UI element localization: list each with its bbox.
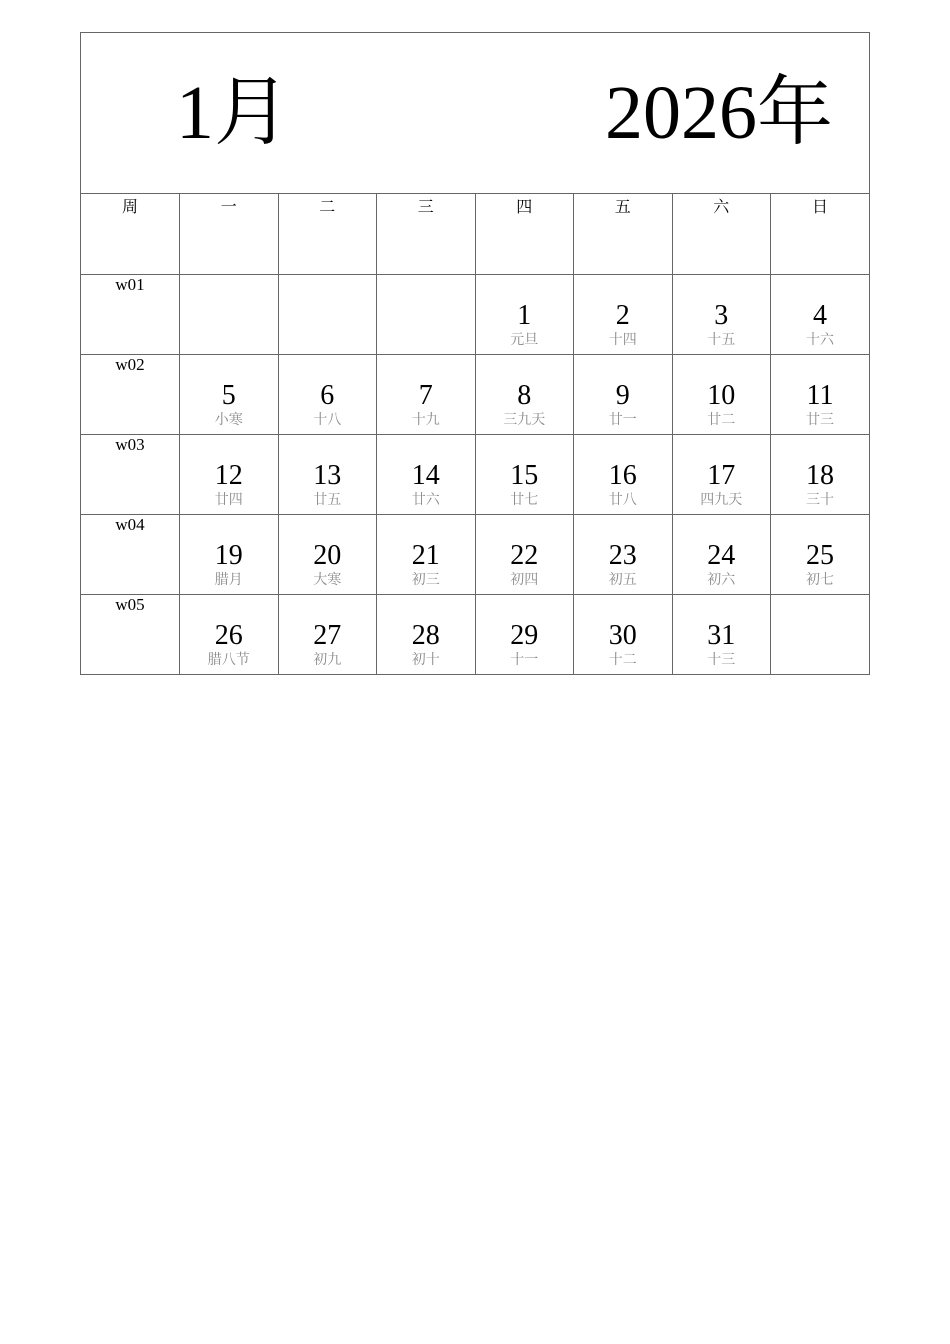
day-number: 31 — [707, 619, 736, 651]
day-number: 30 — [608, 619, 637, 651]
weekday-header-thu: 四 — [475, 194, 574, 274]
day-cell — [180, 514, 279, 594]
day-number: 17 — [707, 459, 736, 491]
lunar-date: 初五 — [608, 571, 637, 588]
day-cell — [475, 594, 574, 674]
lunar-date: 元旦 — [510, 331, 539, 348]
calendar-header — [81, 33, 869, 194]
day-number — [771, 595, 869, 621]
day-number — [180, 275, 278, 301]
day-cell — [672, 354, 771, 434]
day-cell — [475, 434, 574, 514]
day-number: 5 — [221, 379, 236, 411]
day-cell — [180, 354, 279, 434]
month-title: 1月 — [176, 71, 290, 155]
day-number: 7 — [418, 379, 433, 411]
day-cell — [377, 434, 476, 514]
week-row — [81, 594, 869, 674]
day-cell — [278, 434, 377, 514]
day-cell — [180, 274, 279, 354]
day-cell — [574, 514, 673, 594]
day-cell — [377, 594, 476, 674]
day-number: 14 — [411, 459, 440, 491]
day-number: 25 — [806, 539, 834, 571]
day-cell — [771, 354, 870, 434]
day-number: 26 — [214, 619, 243, 651]
lunar-date: 廿七 — [510, 491, 539, 508]
day-cell — [278, 594, 377, 674]
day-cell — [672, 274, 771, 354]
lunar-date: 初六 — [707, 571, 736, 588]
day-number: 15 — [510, 459, 539, 491]
day-cell — [672, 434, 771, 514]
lunar-date: 初七 — [806, 571, 834, 588]
day-cell — [475, 274, 574, 354]
lunar-date: 初十 — [411, 651, 440, 668]
week-row — [81, 514, 869, 594]
day-cell — [771, 514, 870, 594]
lunar-date: 三九天 — [503, 411, 546, 428]
day-cell — [672, 514, 771, 594]
day-number: 2 — [615, 299, 630, 331]
lunar-date: 廿四 — [214, 491, 243, 508]
day-number: 12 — [214, 459, 243, 491]
lunar-date: 小寒 — [214, 411, 243, 428]
week-row — [81, 434, 869, 514]
lunar-date: 十九 — [411, 411, 440, 428]
week-number: w01 — [81, 274, 180, 354]
lunar-date: 廿二 — [707, 411, 736, 428]
day-cell — [278, 514, 377, 594]
day-number: 20 — [313, 539, 342, 571]
lunar-date: 廿一 — [608, 411, 637, 428]
lunar-date: 十二 — [608, 651, 637, 668]
day-number: 29 — [510, 619, 539, 651]
week-number: w02 — [81, 354, 180, 434]
lunar-date: 十八 — [313, 411, 342, 428]
day-cell — [475, 354, 574, 434]
lunar-date: 廿六 — [411, 491, 440, 508]
day-cell — [475, 514, 574, 594]
day-number: 22 — [510, 539, 539, 571]
day-cell — [278, 354, 377, 434]
day-cell — [278, 274, 377, 354]
week-row — [81, 354, 869, 434]
year-title: 2026年 — [605, 71, 833, 155]
day-number: 10 — [707, 379, 736, 411]
weekday-header-wed: 三 — [377, 194, 476, 274]
day-number: 24 — [707, 539, 736, 571]
weekday-header-sat: 六 — [672, 194, 771, 274]
day-cell — [771, 434, 870, 514]
day-number: 19 — [214, 539, 243, 571]
day-number: 23 — [608, 539, 637, 571]
day-number: 18 — [806, 459, 834, 491]
lunar-date: 十五 — [707, 331, 736, 348]
lunar-date: 腊月 — [214, 571, 243, 588]
lunar-date: 大寒 — [313, 571, 342, 588]
day-number: 16 — [608, 459, 637, 491]
day-cell — [574, 354, 673, 434]
lunar-date: 四九天 — [700, 491, 743, 508]
day-number: 13 — [313, 459, 342, 491]
day-number: 27 — [313, 619, 342, 651]
day-number: 11 — [806, 379, 834, 411]
week-number: w05 — [81, 594, 180, 674]
day-cell — [180, 594, 279, 674]
lunar-date: 廿五 — [313, 491, 342, 508]
lunar-date: 十六 — [806, 331, 834, 348]
day-cell — [574, 434, 673, 514]
calendar-grid — [81, 194, 869, 674]
day-number: 3 — [714, 299, 729, 331]
lunar-date: 十四 — [608, 331, 637, 348]
lunar-date: 腊八节 — [207, 651, 250, 668]
day-cell — [771, 274, 870, 354]
lunar-date: 初三 — [411, 571, 440, 588]
calendar — [80, 32, 870, 675]
weekday-header-sun: 日 — [771, 194, 870, 274]
weekday-header-row — [81, 194, 869, 274]
weekday-header-mon: 一 — [180, 194, 279, 274]
day-cell — [377, 274, 476, 354]
day-number — [377, 275, 475, 301]
day-cell — [574, 594, 673, 674]
day-cell — [771, 594, 870, 674]
day-cell — [672, 594, 771, 674]
day-cell — [377, 514, 476, 594]
day-number: 6 — [320, 379, 335, 411]
lunar-date: 初四 — [510, 571, 539, 588]
lunar-date: 廿三 — [806, 411, 834, 428]
day-cell — [574, 274, 673, 354]
weekday-header-week: 周 — [81, 194, 180, 274]
lunar-date: 廿八 — [608, 491, 637, 508]
day-number: 21 — [411, 539, 440, 571]
day-number: 9 — [615, 379, 630, 411]
day-number: 28 — [411, 619, 440, 651]
lunar-date: 十三 — [707, 651, 736, 668]
week-row — [81, 274, 869, 354]
lunar-date: 十一 — [510, 651, 539, 668]
lunar-date: 初九 — [313, 651, 342, 668]
weekday-header-fri: 五 — [574, 194, 673, 274]
day-cell — [377, 354, 476, 434]
day-number: 4 — [813, 299, 827, 331]
day-number: 8 — [517, 379, 532, 411]
weekday-header-tue: 二 — [278, 194, 377, 274]
week-number: w04 — [81, 514, 180, 594]
week-number: w03 — [81, 434, 180, 514]
lunar-date: 三十 — [806, 491, 834, 508]
day-number — [279, 275, 377, 301]
day-cell — [180, 434, 279, 514]
day-number: 1 — [517, 299, 532, 331]
